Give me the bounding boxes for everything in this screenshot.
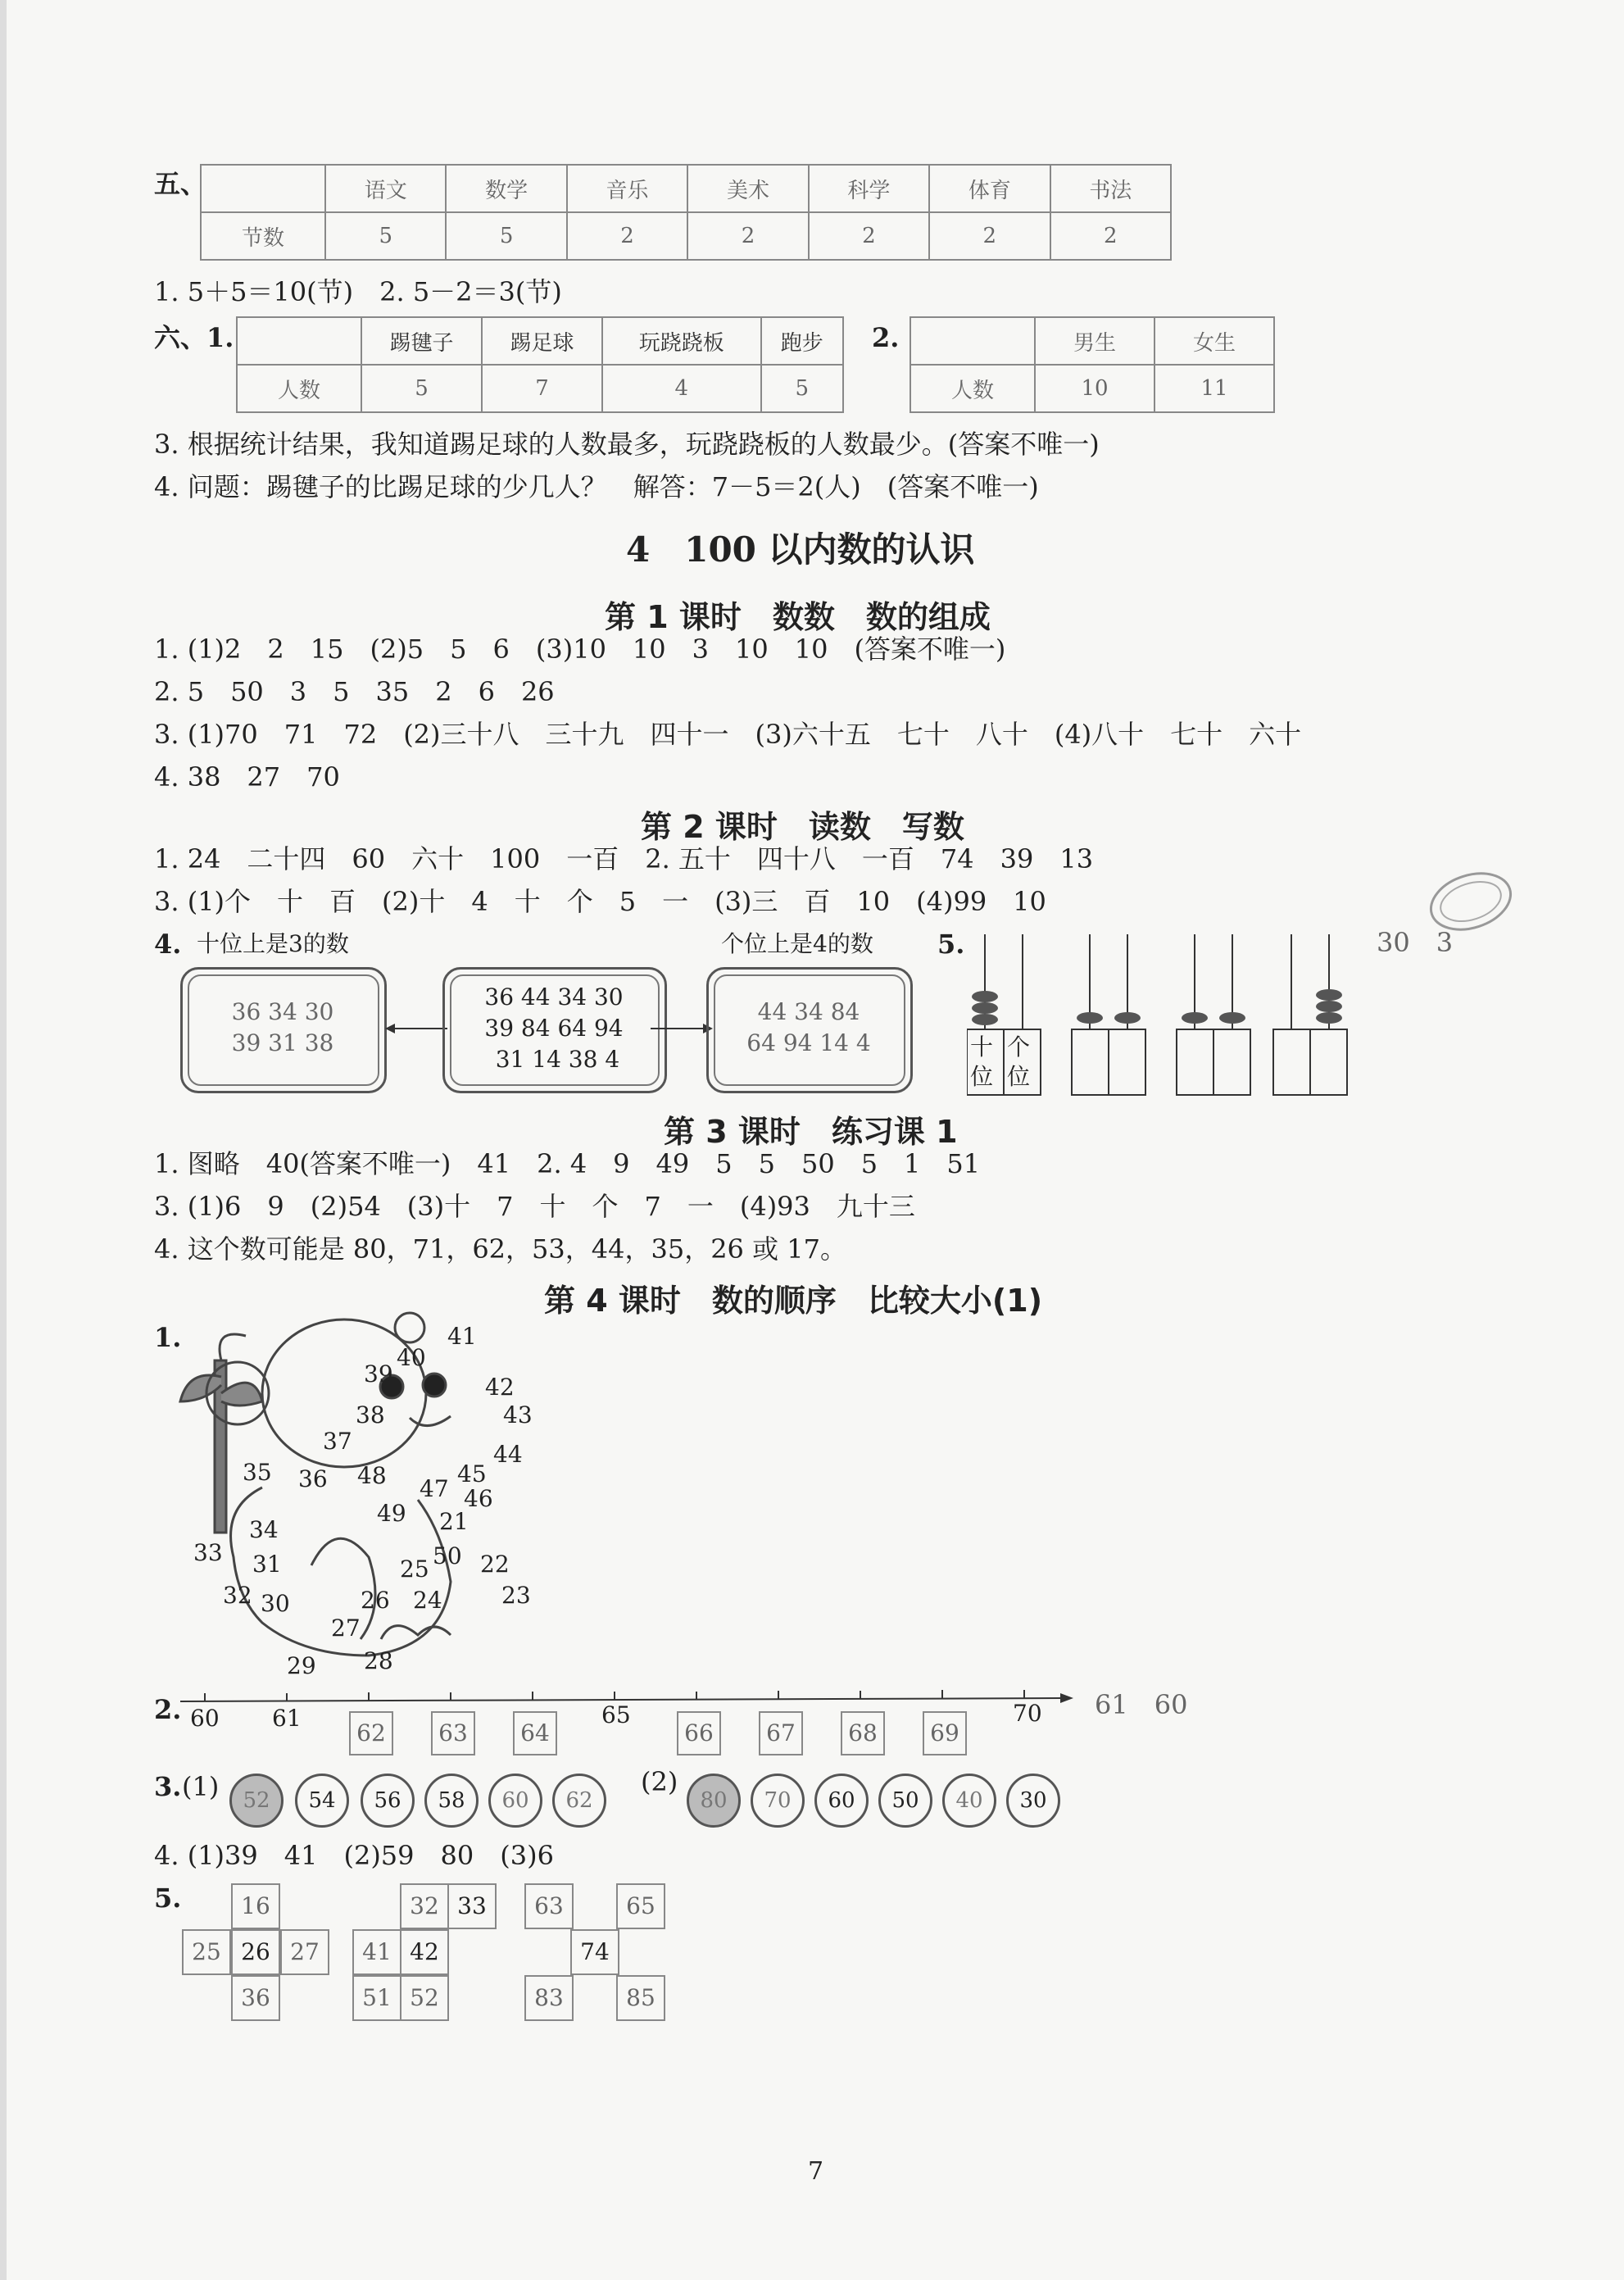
dot-label: 25: [400, 1556, 429, 1583]
flower-number: 40: [942, 1774, 996, 1828]
dot-label: 47: [420, 1475, 449, 1502]
axis-label: 70: [1013, 1700, 1042, 1727]
gender-table: [910, 316, 1275, 413]
subject-header: 语文: [325, 165, 446, 212]
dot-label: 26: [361, 1587, 390, 1614]
section-6-line-3: 3. 根据统计结果，我知道踢足球的人数最多，玩跷跷板的人数最少。(答案不唯一): [154, 429, 1100, 460]
table-cell: 10: [1035, 365, 1154, 412]
dot-label: 46: [464, 1485, 493, 1512]
tens-3-caption: 十位上是3的数: [197, 930, 349, 957]
lesson-2-line-1: 1. 24 二十四 60 六十 100 一百 2. 五十 四十八 一百 74 39 13: [154, 843, 1094, 874]
flower-number: 70: [751, 1774, 805, 1828]
axis-label: 65: [601, 1701, 631, 1728]
abacus-group: [967, 926, 1352, 1098]
flower-number: 60: [488, 1774, 542, 1828]
grid-cell: 63: [524, 1883, 574, 1929]
table-cell: 5: [325, 212, 446, 260]
dot-label: 33: [193, 1539, 223, 1566]
axis-label: 61: [272, 1705, 302, 1732]
section-5-answer: 1. 5＋5＝10(节) 2. 5－2＝3(节): [154, 276, 562, 307]
section-5-label: 五、: [154, 168, 207, 199]
subject-header: 书法: [1050, 165, 1171, 212]
lesson-1-title: 第 1 课时 数数 数的组成: [605, 599, 991, 635]
dot-label: 28: [364, 1647, 393, 1674]
sport-header: 玩跷跷板: [602, 317, 761, 365]
grid-cell: 65: [616, 1883, 665, 1929]
grid-cell: 32: [400, 1883, 449, 1929]
dot-label: 44: [493, 1441, 523, 1468]
flower-number: 50: [878, 1774, 932, 1828]
dot-label: 42: [485, 1374, 515, 1401]
section-6-q2-label: 2.: [872, 322, 900, 353]
number-board-values: 36 44 34 30 39 84 64 94 31 14 38 4: [484, 983, 624, 1073]
lesson-2-q5-trailing: 30 3: [1377, 927, 1454, 958]
ones-4-numbers: 44 34 84 64 94 14 4: [746, 998, 871, 1056]
lesson-3-line-4: 4. 这个数可能是 80，71，62，53，44，35，26 或 17。: [154, 1233, 846, 1265]
tens-3-numbers: 36 34 30 39 31 38: [231, 998, 334, 1056]
dot-label: 37: [323, 1428, 352, 1455]
sport-header: 踢毽子: [361, 317, 482, 365]
table-cell: 7: [482, 365, 602, 412]
number-line-box: 63: [431, 1711, 475, 1755]
table-cell: 4: [602, 365, 761, 412]
row-label: 节数: [201, 212, 325, 260]
dot-label: 36: [298, 1465, 328, 1492]
lesson-2-line-3: 3. (1)个 十 百 (2)十 4 十 个 5 一 (3)三 百 10 (4)99 10: [154, 886, 1046, 917]
flower-number: 60: [814, 1774, 869, 1828]
number-line-box: 67: [759, 1711, 803, 1755]
grid-cell: 42: [400, 1929, 449, 1975]
sports-table: [236, 316, 844, 413]
dot-label: 34: [249, 1516, 279, 1543]
abacus-place-label: 位: [1007, 1063, 1031, 1090]
dot-label: 49: [377, 1500, 406, 1527]
lesson-4-title: 第 4 课时 数的顺序 比较大小(1): [544, 1283, 1043, 1319]
subject-header: 美术: [687, 165, 808, 212]
table-cell: 5: [761, 365, 843, 412]
table-cell: 11: [1154, 365, 1274, 412]
grid-cell: 83: [524, 1975, 574, 2021]
stamp-watermark-icon: [1426, 869, 1516, 934]
dot-label: 40: [397, 1344, 426, 1371]
table-cell: 5: [446, 212, 566, 260]
axis-label: 60: [190, 1705, 220, 1732]
lesson-4-q2-label: 2.: [154, 1694, 182, 1725]
lesson-1-line-4: 4. 38 27 70: [154, 761, 340, 793]
lesson-4-q3-label: 3.: [154, 1771, 182, 1802]
q3-part-2-label: (2): [641, 1766, 678, 1797]
number-line-box: 66: [677, 1711, 721, 1755]
grid-cell: 25: [182, 1929, 231, 1975]
lesson-4-line-4: 4. (1)39 41 (2)59 80 (3)6: [154, 1840, 554, 1871]
dot-label: 22: [480, 1551, 510, 1578]
lesson-1-line-3: 3. (1)70 71 72 (2)三十八 三十九 四十一 (3)六十五 七十 八十 (4)八十 七十 六十: [154, 719, 1302, 750]
number-line-box: 64: [513, 1711, 557, 1755]
gender-header: 男生: [1035, 317, 1154, 365]
table-cell: 2: [1050, 212, 1171, 260]
flower-number: 58: [424, 1774, 479, 1828]
dot-label: 41: [447, 1323, 477, 1350]
flower-number: 54: [295, 1774, 349, 1828]
lesson-1-line-1: 1. (1)2 2 15 (2)5 5 6 (3)10 10 3 10 10 (答案不唯一): [154, 634, 1006, 665]
lesson-3-title: 第 3 课时 练习课 1: [664, 1114, 958, 1150]
grid-cell: 74: [570, 1929, 619, 1975]
abacus-ones-label: 个: [1007, 1033, 1031, 1061]
grid-cell: 33: [447, 1883, 497, 1929]
number-line-box: 68: [841, 1711, 885, 1755]
lesson-4-q1-label: 1.: [154, 1322, 182, 1353]
dot-label: 50: [433, 1542, 462, 1569]
dot-label: 23: [501, 1582, 531, 1609]
table-cell: 2: [567, 212, 687, 260]
grid-cell: 27: [280, 1929, 329, 1975]
grid-cell: 85: [616, 1975, 665, 2021]
dot-label: 48: [357, 1462, 387, 1489]
dot-label: 32: [223, 1582, 252, 1609]
section-6-label: 六、1.: [154, 322, 234, 353]
table-cell: 2: [809, 212, 929, 260]
q3-part-1-label: (1): [182, 1771, 220, 1802]
abacus-place-label: 位: [970, 1063, 994, 1090]
flower-number: 80: [687, 1774, 741, 1828]
subject-header: 科学: [809, 165, 929, 212]
sport-header: 踢足球: [482, 317, 602, 365]
subject-header: 音乐: [567, 165, 687, 212]
section-5-table: [200, 164, 1172, 261]
row-label: 人数: [237, 365, 361, 412]
gender-header: 女生: [1154, 317, 1274, 365]
section-6-line-4: 4. 问题：踢毽子的比踢足球的少几人？ 解答：7－5＝2(人) (答案不唯一): [154, 471, 1039, 502]
ones-4-caption: 个位上是4的数: [721, 930, 873, 957]
lesson-3-line-1: 1. 图略 40(答案不唯一) 41 2. 4 9 49 5 5 50 5 1 51: [154, 1148, 981, 1179]
subject-header: 体育: [929, 165, 1050, 212]
dot-label: 45: [457, 1460, 487, 1487]
flower-number: 52: [229, 1774, 284, 1828]
table-cell: 2: [687, 212, 808, 260]
dot-label: 35: [243, 1459, 272, 1486]
dot-label: 38: [356, 1401, 385, 1428]
subject-header: 数学: [446, 165, 566, 212]
flower-number: 30: [1006, 1774, 1060, 1828]
dot-label: 43: [503, 1401, 533, 1428]
lesson-2-q4-label: 4.: [154, 929, 182, 960]
dot-label: 24: [413, 1587, 442, 1614]
dot-label: 39: [364, 1360, 393, 1388]
lesson-4-q5-label: 5.: [154, 1883, 182, 1914]
table-cell: 2: [929, 212, 1050, 260]
sport-header: 跑步: [761, 317, 843, 365]
lesson-4-q2-trailing: 61 60: [1095, 1689, 1188, 1720]
lesson-2-title: 第 2 课时 读数 写数: [641, 809, 964, 845]
dot-label: 31: [252, 1551, 282, 1578]
chapter-title: 4 100 以内数的认识: [626, 529, 975, 570]
grid-cell: 36: [231, 1975, 280, 2021]
grid-cell: 16: [231, 1883, 280, 1929]
abacus-tens-label: 十: [970, 1033, 994, 1061]
lesson-3-line-3: 3. (1)6 9 (2)54 (3)十 7 十 个 7 一 (4)93 九十三: [154, 1191, 915, 1222]
dot-label: 30: [261, 1590, 290, 1617]
dot-label: 29: [287, 1652, 316, 1679]
lesson-2-q5-label: 5.: [937, 929, 965, 960]
page-number: 7: [808, 2157, 824, 2186]
row-label: 人数: [910, 365, 1035, 412]
page-edge-shadow: [0, 0, 7, 2280]
dot-label: 21: [439, 1508, 469, 1535]
arrow-left-icon: [385, 1016, 451, 1041]
grid-cell: 41: [352, 1929, 401, 1975]
number-line-box: 69: [923, 1711, 967, 1755]
grid-cell: 26: [231, 1929, 280, 1975]
lesson-1-line-2: 2. 5 50 3 5 35 2 6 26: [154, 676, 555, 707]
grid-cell: 51: [352, 1975, 401, 2021]
arrow-right-icon: [647, 1016, 713, 1041]
grid-cell: 52: [400, 1975, 449, 2021]
number-line-box: 62: [349, 1711, 393, 1755]
flower-number: 62: [552, 1774, 606, 1828]
table-cell: 5: [361, 365, 482, 412]
dot-label: 27: [331, 1615, 361, 1642]
flower-number: 56: [361, 1774, 415, 1828]
